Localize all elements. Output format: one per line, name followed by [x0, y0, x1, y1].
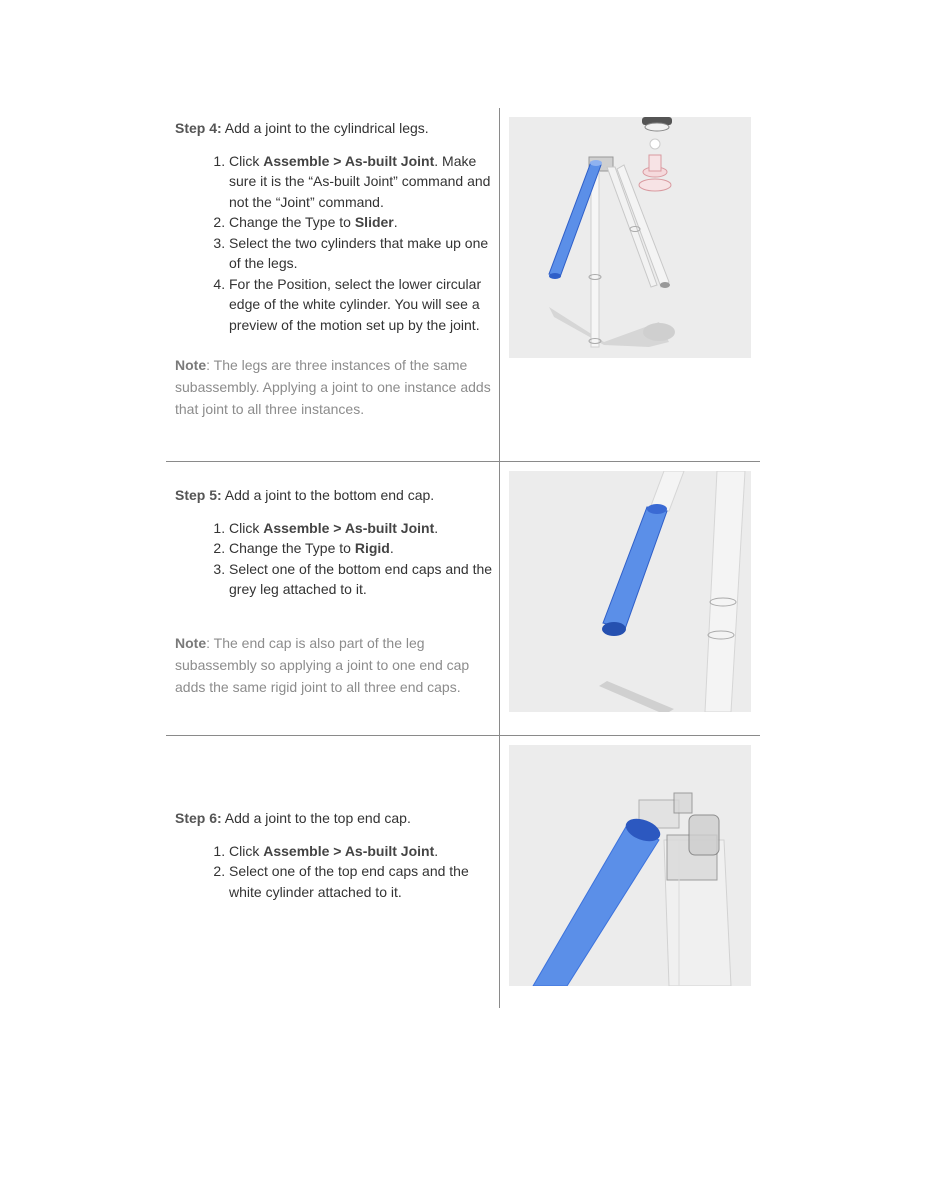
- step-6-text: [175, 808, 493, 902]
- step-5-list: [175, 518, 493, 600]
- list-item: 1. Click Assemble > As-built Joint.: [229, 518, 493, 539]
- step-4-note: Note: The legs are three instances of the same subassembly. Applying a joint to one instance adds that joint to all three instances.: [175, 357, 491, 417]
- top-end-cap-illustration: [509, 745, 751, 986]
- table-row-divider-1: [166, 461, 760, 462]
- step-5-title: Step 5: Add a joint to the bottom end cap.: [175, 487, 435, 503]
- list-item: 3. Select the two cylinders that make up one of the legs.: [229, 233, 493, 274]
- list-item: 4. For the Position, select the lower circular edge of the white cylinder. You will see a preview of the motion set up by the joint.: [229, 274, 493, 336]
- list-item: 2. Change the Type to Slider.: [229, 212, 493, 233]
- step-4-image: [509, 117, 751, 358]
- list-item: 1. Click Assemble > As-built Joint. Make sure it is the “As-built Joint” command and not the “Joint” command.: [229, 151, 493, 213]
- step-5-text: [175, 485, 493, 712]
- list-item: 2. Select one of the top end caps and the white cylinder attached to it.: [229, 861, 493, 902]
- list-item: 2. Change the Type to Rigid.: [229, 538, 493, 559]
- table-row-divider-2: [166, 735, 760, 736]
- step-5-image: [509, 471, 751, 712]
- step-4-title: Step 4: Add a joint to the cylindrical legs.: [175, 120, 429, 136]
- step-6-image: [509, 745, 751, 986]
- step-6-title: Step 6: Add a joint to the top end cap.: [175, 810, 411, 826]
- bottom-end-cap-illustration: [509, 471, 751, 712]
- step-5-note: Note: The end cap is also part of the leg subassembly so applying a joint to one end cap adds the same rigid joint to all three end caps.: [175, 634, 470, 695]
- step-6-list: [175, 841, 493, 903]
- step-4-text: [175, 118, 493, 434]
- list-item: 3. Select one of the bottom end caps and the grey leg attached to it.: [229, 559, 493, 600]
- list-item: 1. Click Assemble > As-built Joint.: [229, 841, 493, 862]
- table-vertical-divider: [499, 108, 500, 1008]
- tripod-leg-slider-illustration: [509, 117, 751, 358]
- step-4-list: [175, 151, 493, 336]
